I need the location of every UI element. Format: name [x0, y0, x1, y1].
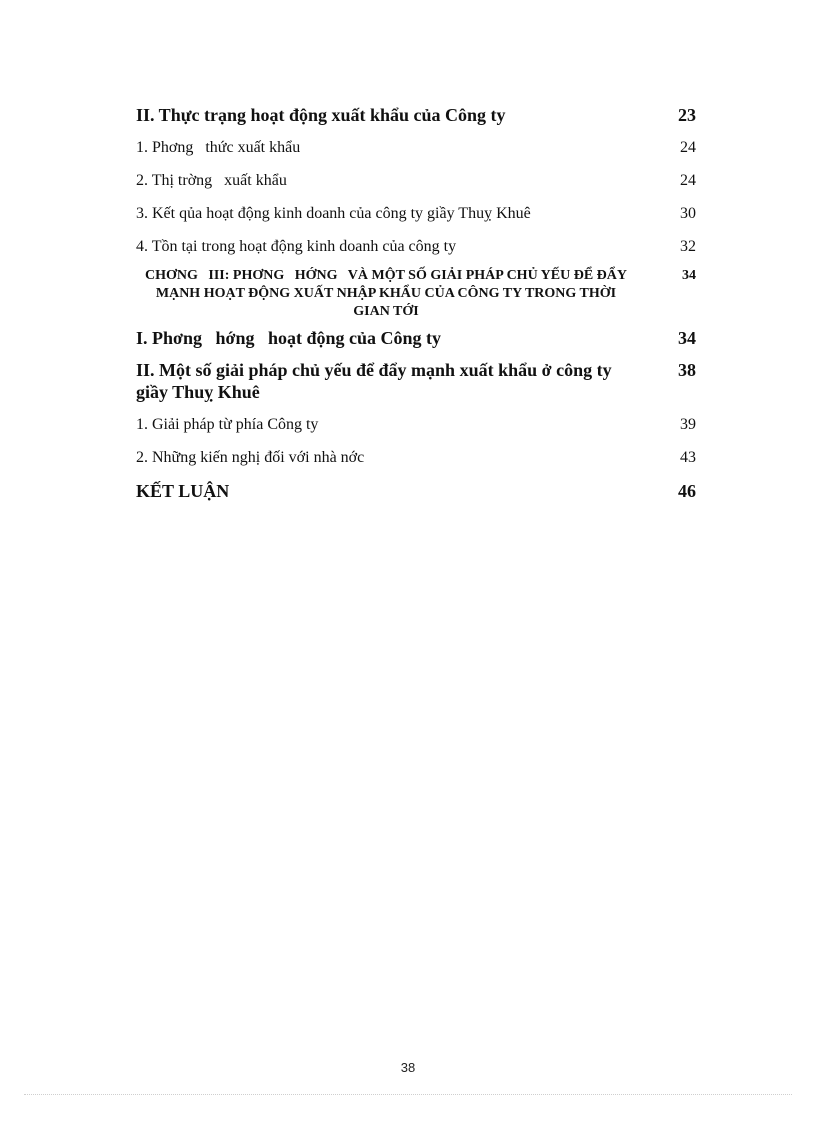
toc-chapter-title: CHƠNG III: PHƠNG HỚNG VÀ MỘT SỐ GIẢI PHÁP CHỦ YẾU ĐỂ ĐẨY MẠNH HOẠT ĐỘNG XUẤT NHẬP KHẨU CỦA CÔNG TY TRONG THỜI GIAN TỚI — [145, 268, 631, 319]
toc-entry-title: II. Một số giải pháp chủ yếu để đẩy mạnh xuất khẩu ở công ty giầy Thuỵ Khuê — [136, 360, 612, 402]
toc-entry-title: 2. Thị trờng xuất khẩu — [136, 172, 287, 189]
toc-entry-page: 32 — [680, 238, 696, 255]
toc-entry — [136, 237, 696, 257]
toc-entry-page: 24 — [680, 172, 696, 189]
toc-entry — [136, 138, 696, 158]
toc-entry-page: 43 — [680, 449, 696, 466]
toc-entry-title: 1. Giải pháp từ phía Công ty — [136, 416, 319, 433]
toc-entry — [136, 415, 696, 435]
toc-entry-page: 23 — [678, 105, 696, 125]
toc-entry-title: KẾT LUẬN — [136, 481, 230, 501]
toc-entry-page: 30 — [680, 205, 696, 222]
toc-entry-page: 46 — [678, 481, 696, 501]
toc-entry — [136, 104, 696, 126]
toc-entry-title: 4. Tồn tại trong hoạt động kinh doanh của công ty — [136, 238, 457, 255]
table-of-contents — [136, 100, 696, 502]
toc-entry — [136, 359, 696, 403]
toc-entry — [136, 480, 696, 502]
toc-entry — [136, 327, 696, 349]
toc-entry-title: 2. Những kiến nghị đối với nhà nớc — [136, 449, 365, 466]
toc-entry — [136, 204, 696, 224]
toc-entry-page: 39 — [680, 416, 696, 433]
toc-entry-title: II. Thực trạng hoạt động xuất khẩu của Công ty — [136, 105, 506, 125]
toc-entry-page: 24 — [680, 139, 696, 156]
toc-chapter-entry — [136, 267, 696, 321]
toc-entry — [136, 448, 696, 468]
toc-entry-title: I. Phơng hớng hoạt động của Công ty — [136, 328, 442, 348]
toc-entry-page: 34 — [678, 328, 696, 348]
toc-entry-page: 38 — [678, 360, 696, 380]
toc-entry-page: 34 — [682, 268, 696, 283]
toc-entry-title: 3. Kết qủa hoạt động kinh doanh của công ty giầy Thuỵ Khuê — [136, 205, 531, 222]
toc-entry — [136, 171, 696, 191]
page-bottom-divider — [24, 1094, 792, 1095]
toc-entry-title: 1. Phơng thức xuất khẩu — [136, 139, 301, 156]
page-number: 38 — [400, 1060, 416, 1075]
